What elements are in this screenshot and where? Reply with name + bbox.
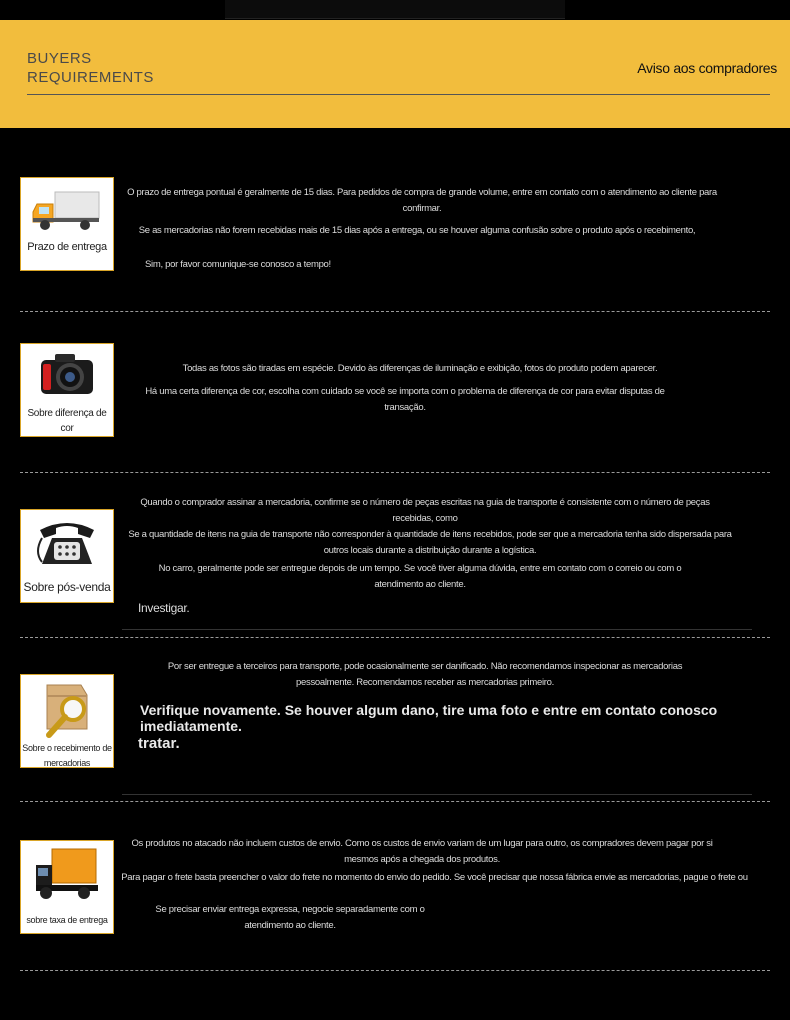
- section-divider: [20, 970, 770, 971]
- delivery-time-card: [20, 177, 114, 271]
- top-banner-fragment: [225, 0, 565, 19]
- delivery-truck-icon: [32, 845, 102, 903]
- truck-icon: [31, 188, 103, 232]
- section-text: Os produtos no atacado não incluem custos de envio. Como os custos de envio variam de um lugar para outro, os compradores devem pagar por si mesmos após a chegada dos produtos.: [131, 838, 713, 865]
- section-text: Todas as fotos são tiradas em espécie. Devido às diferenças de iluminação e exibição, fotos do produto podem aparecer.: [182, 363, 658, 374]
- section-label: Sobre diferença de cor: [27, 408, 107, 434]
- title-line-2: REQUIREMENTS: [27, 69, 154, 86]
- color-difference-card: [20, 343, 114, 437]
- camera-icon: [37, 350, 97, 398]
- header-rule: [27, 94, 770, 95]
- section-text: No carro, geralmente pode ser entregue depois de um tempo. Se você tiver alguma dúvida, entre em contato com o correio ou com o atendimento ao cliente.: [158, 563, 682, 590]
- top-strip: [0, 0, 790, 20]
- section-text: Investigar.: [138, 601, 190, 615]
- section-divider: [20, 637, 770, 638]
- title-line-1: BUYERS: [27, 50, 92, 67]
- header-banner: [0, 20, 790, 128]
- receiving-goods-card: [20, 674, 114, 768]
- section-label: Sobre o recebimento de mercadorias: [22, 743, 112, 768]
- section-text: O prazo de entrega pontual é geralmente de 15 dias. Para pedidos de compra de grande volume, entre em contato com o atendimento ao cliente para confirmar.: [127, 187, 717, 214]
- notice-title: Aviso aos compradores: [637, 60, 777, 76]
- faint-rule: [122, 794, 752, 795]
- buyers-requirements-title: [27, 49, 154, 87]
- section-divider: [20, 311, 770, 312]
- section-text: Quando o comprador assinar a mercadoria, confirme se o número de peças escritas na guia de transporte é consistente com o número de peças recebidas, como: [140, 497, 710, 524]
- telephone-icon: [32, 516, 102, 570]
- section-text: Se precisar enviar entrega expressa, negocie separadamente com o atendimento ao cliente.: [155, 904, 425, 931]
- section-label: Prazo de entrega: [27, 241, 107, 253]
- section-label: sobre taxa de entrega: [26, 915, 108, 925]
- section-divider: [20, 472, 770, 473]
- section-text: Verifique novamente. Se houver algum dano, tire uma foto e entre em contato conosco imediatamente.: [140, 702, 718, 734]
- section-text: Sim, por favor comunique-se conosco a tempo!: [145, 259, 331, 270]
- section-text: Há uma certa diferença de cor, escolha com cuidado se você se importa com o problema de diferença de cor para evitar disputas de transação.: [145, 386, 665, 413]
- after-sales-card: [20, 509, 114, 603]
- section-text: Por ser entregue a terceiros para transporte, pode ocasionalmente ser danificado. Não recomendamos inspecionar as mercadorias pessoalmente. Recomendamos receber as mercadorias primeiro.: [167, 661, 683, 688]
- section-divider: [20, 801, 770, 802]
- magnifier-box-icon: [35, 679, 99, 739]
- shipping-fee-card: [20, 840, 114, 934]
- section-text: Se as mercadorias não forem recebidas mais de 15 dias após a entrega, ou se houver alguma confusão sobre o produto após o recebimento,: [138, 225, 696, 236]
- section-text: Para pagar o frete basta preencher o valor do frete no momento do envio do pedido. Se você precisar que nossa fábrica envie as mercadorias, pague o frete ou: [121, 872, 748, 883]
- section-text: Se a quantidade de itens na guia de transporte não corresponder à quantidade de itens recebidos, pode ser que a mercadoria tenha sido dispersada para outros locais durante a distribuição durante a logística.: [128, 529, 732, 556]
- section-text: tratar.: [138, 735, 180, 752]
- section-label: Sobre pós-venda: [23, 580, 111, 594]
- faint-rule: [122, 629, 752, 630]
